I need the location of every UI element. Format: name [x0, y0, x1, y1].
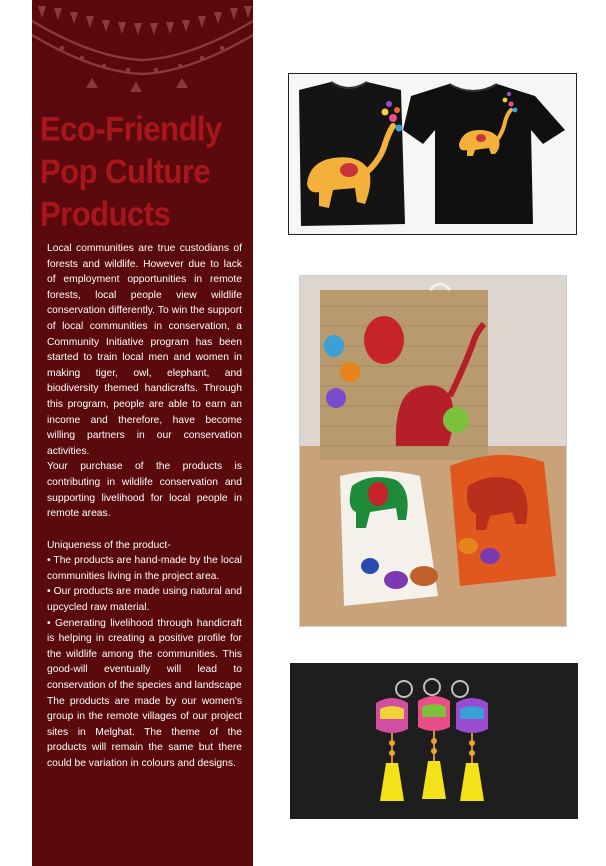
- title-line-3: Products: [40, 194, 171, 234]
- page-title: [40, 108, 250, 236]
- intro-paragraph: Local communities are true custodians of forests and wildlife. However due to lack of employment opportunities in remote forests, local people view wildlife conservation differently. To win the support of local communities in conservation, a Community Initiative program has been started to train local men and women in making tiger, owl, elephant, and biodiversity themed handicrafts. Through this program, people are able to earn an income and therefore, have become willing partners in our conservation activities.: [47, 243, 242, 457]
- keychains-illustration: [290, 663, 578, 819]
- tribal-pattern-decoration: [32, 0, 253, 92]
- purchase-paragraph: Your purchase of the products is contributing in wildlife conservation and supporting livelihood for local people in remote areas.: [47, 461, 242, 520]
- keychains-photo: [290, 663, 578, 819]
- bullet-item: • Our products are made using natural and upcycled raw material.: [47, 586, 242, 614]
- uniqueness-heading: Uniqueness of the product-: [47, 539, 171, 551]
- tshirt-illustration: [289, 74, 576, 234]
- bullet-item: • The products are hand-made by the local communities living in the project area.: [47, 555, 242, 582]
- title-line-1: Eco-Friendly: [40, 109, 222, 149]
- body-text: [47, 241, 242, 772]
- bags-photo: [299, 275, 567, 627]
- closing-paragraph: The products are made by our women's group in the remote villages of our project sites in Melghat. The theme of the products will remain the same but there could be variation in colours and designs.: [47, 695, 242, 769]
- tshirt-photo: [288, 73, 577, 235]
- paragraph-gap: [47, 522, 242, 538]
- sidebar-panel: [32, 0, 253, 866]
- bullet-item: • Generating livelihood through handicraft is helping in creating a positive profile for the wildlife among the communities. This good-will eventually will lead to conservation of the species and landscape: [47, 617, 242, 692]
- title-line-2: Pop Culture: [40, 151, 211, 191]
- bags-illustration: [300, 276, 566, 626]
